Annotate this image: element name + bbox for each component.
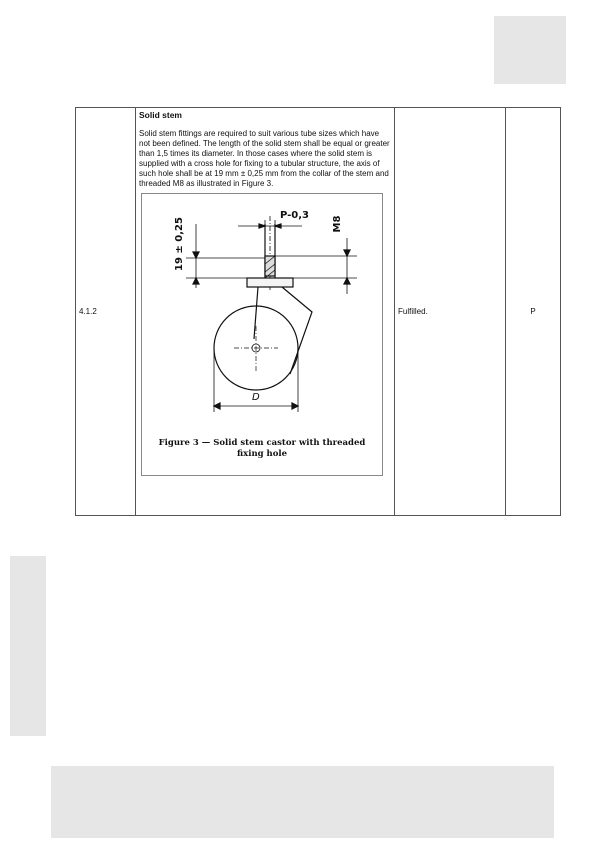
thread-section bbox=[265, 256, 275, 276]
caption-line-2: fixing hole bbox=[236, 449, 288, 459]
caption-line-1: Figure 3 — Solid stem castor with threaded bbox=[158, 438, 366, 448]
fork-left bbox=[254, 287, 258, 339]
castor-drawing bbox=[142, 194, 382, 475]
figure-caption bbox=[142, 438, 382, 460]
table-row bbox=[76, 108, 561, 516]
clause-number: 4.1.2 bbox=[76, 108, 136, 516]
fork-right bbox=[282, 287, 312, 374]
dim-thread-label: M8 bbox=[332, 215, 343, 233]
requirement-text: Solid stem fittings are required to suit various tube sizes which have not been defined. The length of the solid stem shall be equal or greater than 1,5 times its diameter. In those cases where the solid stem is supplied with a cross hole for fixing to a tubular structure, the axis of such hole shall be at 19 mm ± 0,25 mm from the collar of the stem and threaded M8 as illustrated in Figure 3. bbox=[139, 129, 390, 188]
left-gray-block bbox=[10, 556, 46, 736]
figure-3 bbox=[141, 193, 383, 476]
verdict-cell: P bbox=[506, 108, 561, 516]
requirement-heading: Solid stem bbox=[139, 110, 182, 120]
dim-diameter-label: D bbox=[252, 392, 260, 403]
requirements-table bbox=[75, 107, 561, 516]
result-cell: Fulfilled. bbox=[395, 108, 506, 516]
dim-vertical-label: 19 ± 0,25 bbox=[174, 217, 185, 271]
collar bbox=[247, 278, 293, 287]
top-gray-block bbox=[494, 16, 566, 84]
dim-p-label: P-0,3 bbox=[280, 210, 310, 221]
requirement-cell bbox=[136, 108, 395, 516]
bottom-gray-block bbox=[51, 766, 554, 838]
